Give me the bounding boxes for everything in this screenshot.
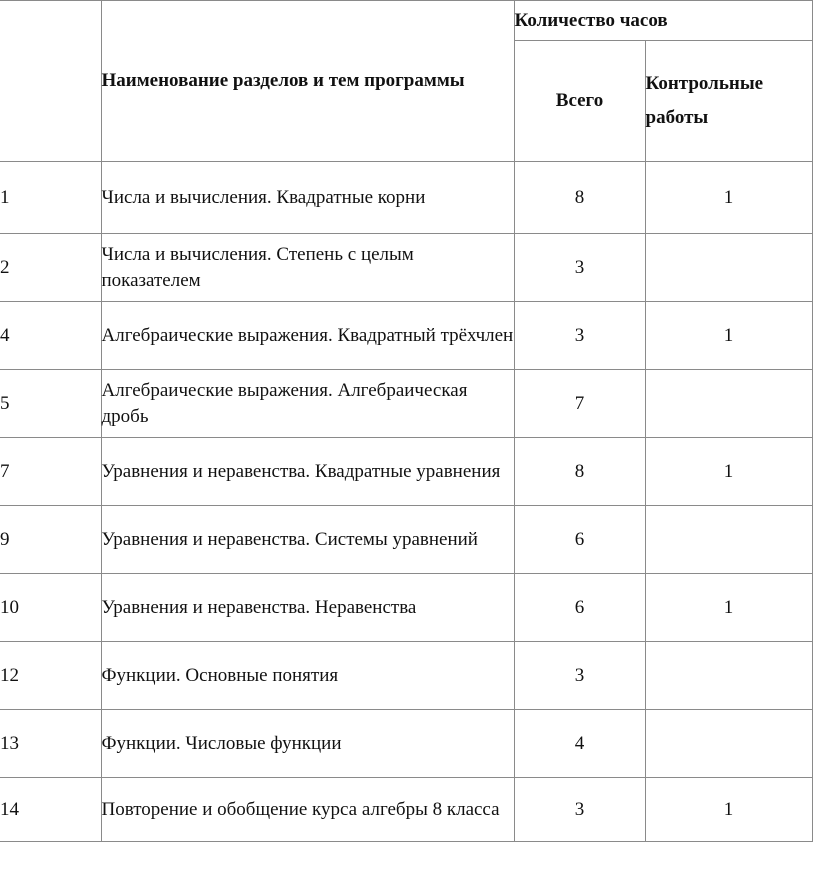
row-total-hours: 8 [514, 162, 645, 234]
row-test-count [645, 506, 812, 574]
row-section-name: Функции. Основные понятия [101, 642, 514, 710]
row-section-name: Числа и вычисления. Квадратные корни [101, 162, 514, 234]
section-name-header: Наименование разделов и тем программы [101, 1, 514, 162]
row-section-name: Повторение и обобщение курса алгебры 8 класса [101, 778, 514, 842]
table-body [0, 162, 812, 842]
row-number: 9 [0, 506, 101, 574]
total-hours-header: Всего [514, 41, 645, 162]
table-row [0, 162, 812, 234]
row-section-name: Функции. Числовые функции [101, 710, 514, 778]
row-total-hours: 6 [514, 506, 645, 574]
table-row [0, 370, 812, 438]
row-section-name: Числа и вычисления. Степень с целым показателем [101, 234, 514, 302]
row-section-name: Уравнения и неравенства. Неравенства [101, 574, 514, 642]
table-row [0, 234, 812, 302]
row-section-name: Алгебраические выражения. Квадратный трёхчлен [101, 302, 514, 370]
table-row [0, 710, 812, 778]
row-total-hours: 8 [514, 438, 645, 506]
row-section-name: Уравнения и неравенства. Системы уравнений [101, 506, 514, 574]
row-number: 14 [0, 778, 101, 842]
number-column-header [0, 1, 101, 162]
header-row-top [0, 1, 812, 41]
row-test-count [645, 642, 812, 710]
row-number: 7 [0, 438, 101, 506]
row-section-name: Уравнения и неравенства. Квадратные уравнения [101, 438, 514, 506]
hours-header: Количество часов [514, 1, 812, 41]
row-number: 5 [0, 370, 101, 438]
row-test-count: 1 [645, 438, 812, 506]
row-test-count: 1 [645, 574, 812, 642]
row-total-hours: 4 [514, 710, 645, 778]
row-total-hours: 3 [514, 778, 645, 842]
row-test-count: 1 [645, 778, 812, 842]
row-total-hours: 3 [514, 302, 645, 370]
table-row [0, 438, 812, 506]
row-total-hours: 3 [514, 234, 645, 302]
row-section-name: Алгебраические выражения. Алгебраическая дробь [101, 370, 514, 438]
table-row [0, 574, 812, 642]
row-test-count: 1 [645, 162, 812, 234]
table-row [0, 302, 812, 370]
row-total-hours: 6 [514, 574, 645, 642]
tests-header: Контрольные работы [645, 41, 812, 162]
row-test-count [645, 710, 812, 778]
table-row [0, 642, 812, 710]
row-test-count [645, 234, 812, 302]
row-number: 4 [0, 302, 101, 370]
row-test-count [645, 370, 812, 438]
row-total-hours: 3 [514, 642, 645, 710]
row-number: 10 [0, 574, 101, 642]
table-row [0, 778, 812, 842]
row-number: 2 [0, 234, 101, 302]
row-number: 1 [0, 162, 101, 234]
row-number: 13 [0, 710, 101, 778]
row-total-hours: 7 [514, 370, 645, 438]
table-row [0, 506, 812, 574]
row-number: 12 [0, 642, 101, 710]
row-test-count: 1 [645, 302, 812, 370]
